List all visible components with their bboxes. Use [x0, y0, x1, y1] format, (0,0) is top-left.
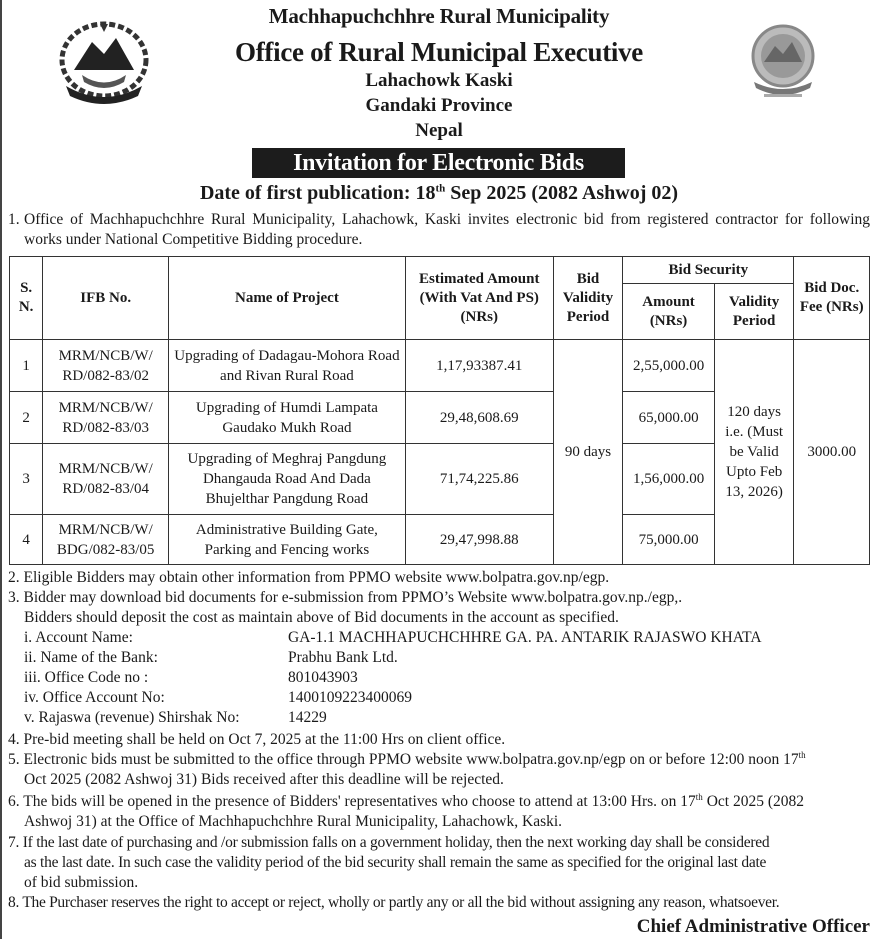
cell-security-amount: 2,55,000.00: [623, 340, 715, 392]
cell-project: Upgrading of Meghraj Pangdung Dhangauda Road And Dada Bhujelthar Pangdung Road: [169, 444, 406, 515]
clause-3: 3. Bidder may download bid documents for e-submission from PPMO’s Website www.bolpatra.gov.np./egp,.: [8, 589, 683, 606]
account-value: GA-1.1 MACHHAPUCHCHHRE GA. PA. ANTARIK RAJASWO KHATA: [288, 629, 762, 646]
municipality-name: Machhapuchchhre Rural Municipality: [268, 4, 610, 28]
cell-ifb: MRM/NCB/W/ RD/082-83/03: [43, 392, 169, 444]
account-label: iv. Office Account No:: [24, 689, 165, 706]
clause-5-cont: Oct 2025 (2082 Ashwoj 31) Bids received after this deadline will be rejected.: [24, 771, 504, 788]
header-project: Name of Project: [169, 257, 406, 340]
header-estimated: Estimated Amount (With Vat And PS) (NRs): [405, 257, 553, 340]
header-security-validity: Validity Period: [714, 284, 794, 340]
header-bid-security: Bid Security: [623, 257, 794, 284]
cell-sn: 4: [10, 515, 43, 565]
header-doc-fee: Bid Doc. Fee (NRs): [794, 257, 870, 340]
cell-project: Upgrading of Dadagau-Mohora Road and Rivan Rural Road: [169, 340, 406, 392]
cell-security-amount: 75,000.00: [623, 515, 715, 565]
header-sn: S. N.: [10, 257, 43, 340]
account-value: 14229: [288, 709, 327, 726]
clause-4: 4. Pre-bid meeting shall be held on Oct 7, 2025 at the 11:00 Hrs on client office.: [8, 731, 506, 748]
account-value: 1400109223400069: [288, 689, 412, 706]
clause-text: Office of Machhapuchchhre Rural Municipality, Lahachowk, Kaski invites electronic bid from registered contractor for following works under National Competitive Bidding procedure.: [24, 211, 870, 248]
cell-estimated: 29,48,608.69: [405, 392, 553, 444]
cell-doc-fee: 3000.00: [794, 340, 870, 565]
clause-number: 1.: [8, 211, 20, 228]
clause-5: [8, 750, 870, 770]
clause-5-text: 5. Electronic bids must be submitted to the office through PPMO website www.bolpatra.gov.np/egp on or before 12:00 noon 17: [8, 751, 799, 768]
clause-5-sup: th: [798, 750, 806, 760]
clause-2: 2. Eligible Bidders may obtain other information from PPMO website www.bolpatra.gov.np/egp.: [8, 569, 610, 586]
clause-8: 8. The Purchaser reserves the right to accept or reject, wholly or partly any or all the bid without assigning any reason, whatsoever.: [8, 894, 780, 911]
cell-sn: 1: [10, 340, 43, 392]
clause-6-sup: th: [695, 792, 703, 802]
cell-estimated: 1,17,93387.41: [405, 340, 553, 392]
cell-estimated: 29,47,998.88: [405, 515, 553, 565]
cell-ifb: MRM/NCB/W/ RD/082-83/04: [43, 444, 169, 515]
cell-sn: 2: [10, 392, 43, 444]
account-label: iii. Office Code no :: [24, 669, 149, 686]
account-label: i. Account Name:: [24, 629, 133, 646]
notice-title-banner: Invitation for Electronic Bids: [252, 148, 625, 178]
clause-1: [8, 210, 870, 250]
account-value: 801043903: [288, 669, 358, 686]
clause-6-cont: Ashwoj 31) at the Office of Machhapuchchhre Rural Municipality, Lahachowk, Kaski.: [24, 813, 563, 830]
location: Lahachowk Kaski: [365, 70, 513, 91]
account-value: Prabhu Bank Ltd.: [288, 649, 398, 666]
clause-6-text-b: Oct 2025 (2082: [702, 793, 804, 810]
publication-date-suffix: Sep 2025 (2082 Ashwoj 02): [445, 182, 679, 204]
cell-security-amount: 65,000.00: [623, 392, 715, 444]
clause-7-cont: as the last date. In such case the validity period of the bid security shall remain the same as specified for the original last date: [24, 854, 767, 871]
table-row: [10, 340, 870, 392]
account-label: ii. Name of the Bank:: [24, 649, 158, 666]
province: Gandaki Province: [365, 95, 513, 116]
cell-project: Upgrading of Humdi Lampata Gaudako Mukh Road: [169, 392, 406, 444]
publication-date: [0, 182, 878, 205]
header-security-amount: Amount (NRs): [623, 284, 715, 340]
cell-sn: 3: [10, 444, 43, 515]
publication-date-prefix: Date of first publication: 18: [199, 182, 436, 204]
bids-table: [9, 256, 870, 565]
country: Nepal: [415, 120, 463, 141]
header-bid-validity: Bid Validity Period: [553, 257, 622, 340]
clause-7-end: of bid submission.: [24, 874, 139, 891]
cell-ifb: MRM/NCB/W/ RD/082-83/02: [43, 340, 169, 392]
cell-bid-validity: 90 days: [553, 340, 622, 565]
account-label: v. Rajaswa (revenue) Shirshak No:: [24, 709, 240, 726]
cell-security-amount: 1,56,000.00: [623, 444, 715, 515]
header-ifb: IFB No.: [43, 257, 169, 340]
clause-6: [8, 792, 870, 812]
cell-security-validity: 120 days i.e. (Must be Valid Upto Feb 13, 2026): [714, 340, 794, 565]
office-name: Office of Rural Municipal Executive: [235, 37, 643, 67]
signatory-title: Chief Administrative Officer: [636, 916, 870, 937]
clause-7: 7. If the last date of purchasing and /or submission falls on a government holiday, then the next working day shall be considered: [8, 834, 770, 851]
clause-3-deposit: Bidders should deposit the cost as maintain above of Bid documents in the account as specified.: [24, 609, 619, 626]
cell-ifb: MRM/NCB/W/ BDG/082-83/05: [43, 515, 169, 565]
clause-6-text: 6. The bids will be opened in the presence of Bidders' representatives who choose to attend at 13:00 Hrs. on 17: [8, 793, 696, 810]
cell-estimated: 71,74,225.86: [405, 444, 553, 515]
publication-date-sup: th: [435, 182, 446, 195]
cell-project: Administrative Building Gate, Parking and Fencing works: [169, 515, 406, 565]
